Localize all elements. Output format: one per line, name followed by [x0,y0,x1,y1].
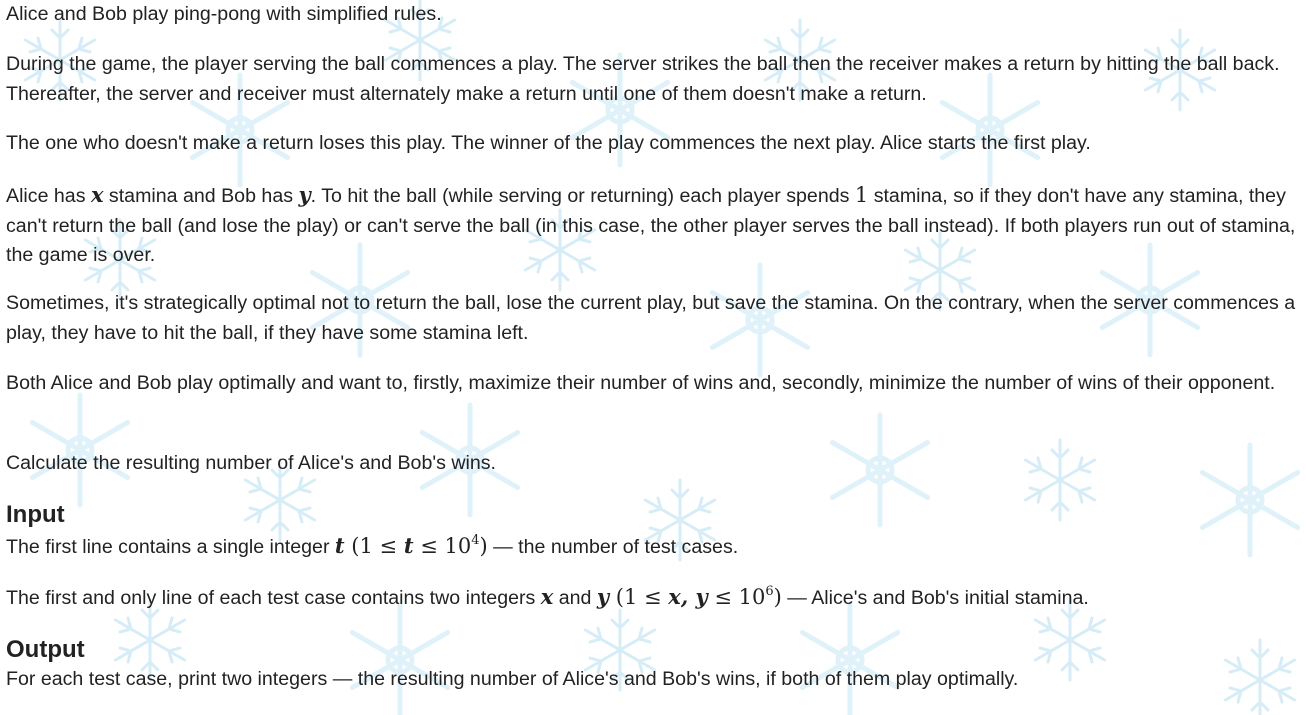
input-line: The first line contains a single integer t $(1 \le t \le 10^4)$ — the number of test cases. [6,533,739,558]
math-number: 1 [854,183,869,207]
input-line: The first and only line of each test case contains two integers x and y (1 ≤ x, $y \le 10^6$) — Alice's and Bob's initial stamina. [6,584,1089,609]
math-var-x: x [90,182,104,207]
statement-paragraph: Calculate the resulting number of Alice's and Bob's wins. [6,452,496,474]
input-header: Input [6,501,65,528]
statement-paragraph: During the game, the player serving the ball commences a play. The server strikes the ball then the receiver makes a return by hitting the ball back. Thereafter, the server and receiver must alternately make a return until one of them doesn't make a return. [6,53,1280,105]
statement-paragraph: The one who doesn't make a return loses this play. The winner of the play commences the next play. Alice starts the first play. [6,132,1091,154]
output-line: For each test case, print two integers — the resulting number of Alice's and Bob's wins, if both of them play optimally. [6,668,1019,690]
statement-paragraph: Alice has x stamina and Bob has y. To hit the ball (while serving or returning) each player spends 1 stamina, so if they don't have any stamina, they can't return the ball (and lose the play) or can't serve the ball (in this case, the other player serves the ball instead). If both players run out of stamina, the game is over. [6,182,1296,266]
math-var-t: t [334,533,345,558]
output-header: Output [6,636,85,663]
statement-paragraph: Both Alice and Bob play optimally and want to, firstly, maximize their number of wins and, secondly, minimize the number of wins of their opponent. [6,372,1276,394]
math-var-y: y [596,584,610,609]
statement-paragraph: Sometimes, it's strategically optimal not to return the ball, lose the current play, but save the stamina. On the contrary, when the server commences a play, they have to hit the ball, if they have some stamina left. [6,292,1296,344]
math-var-y: y [298,182,311,207]
math-var-x: x [540,584,554,609]
statement-paragraph: Alice and Bob play ping-pong with simplified rules. [6,3,442,25]
